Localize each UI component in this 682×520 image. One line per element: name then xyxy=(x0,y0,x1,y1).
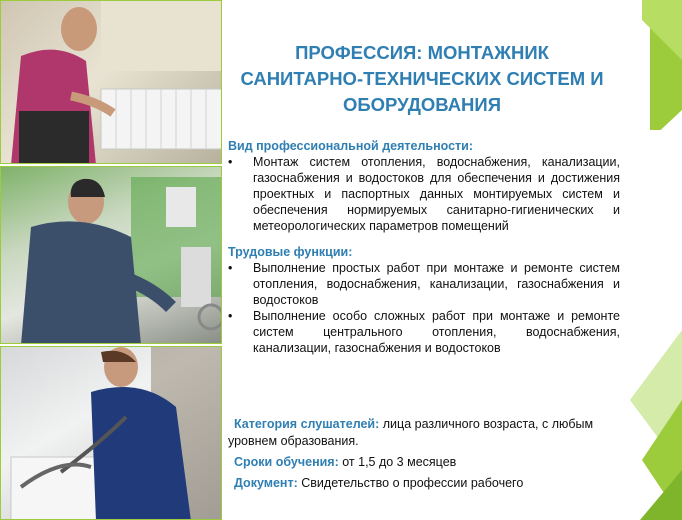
functions-heading: Трудовые функции: xyxy=(228,245,353,259)
page-title xyxy=(228,40,616,118)
duration-label: Сроки обучения: xyxy=(234,455,339,469)
photo-workshop-student xyxy=(0,166,222,344)
decorative-green-shapes xyxy=(620,0,682,520)
activity-list xyxy=(228,154,620,234)
description-block xyxy=(228,138,620,356)
category-label: Категория слушателей: xyxy=(234,417,380,431)
category-value: лица различного возраста, с любым уровнем образования. xyxy=(228,417,594,448)
category-line xyxy=(228,416,620,450)
document-line xyxy=(228,475,620,492)
document-label: Документ: xyxy=(234,476,298,490)
info-block xyxy=(228,416,620,492)
functions-list xyxy=(228,260,620,356)
list-item: • Монтаж систем отопления, водоснабжения, канализации, газоснабжения и водостоков для обеспечения и достижения проектных и паспортных данных монтируемых систем и обеспечения нормируемых санитарно-гигиенических и метеорологических параметров помещений xyxy=(228,154,620,234)
list-item: • Выполнение особо сложных работ при монтаже и ремонте систем центрального отопления, водоснабжения, канализации, газоснабжения и водостоков xyxy=(228,308,620,356)
document-value: Свидетельство о профессии рабочего xyxy=(297,476,524,490)
photo-column xyxy=(0,0,222,520)
photo-radiator-installation xyxy=(0,0,222,164)
photo-washing-machine xyxy=(0,346,222,520)
list-item: • Выполнение простых работ при монтаже и ремонте систем отопления, водоснабжения, канализации, газоснабжения и водостоков xyxy=(228,260,620,308)
duration-value: от 1,5 до 3 месяцев xyxy=(338,455,457,469)
title-line: ПРОФЕССИЯ: МОНТАЖНИК xyxy=(295,42,549,63)
activity-heading: Вид профессиональной деятельности: xyxy=(228,139,474,153)
title-line: ОБОРУДОВАНИЯ xyxy=(342,94,502,115)
title-line: САНИТАРНО-ТЕХНИЧЕСКИХ СИСТЕМ И xyxy=(240,68,604,89)
duration-line xyxy=(228,454,620,471)
